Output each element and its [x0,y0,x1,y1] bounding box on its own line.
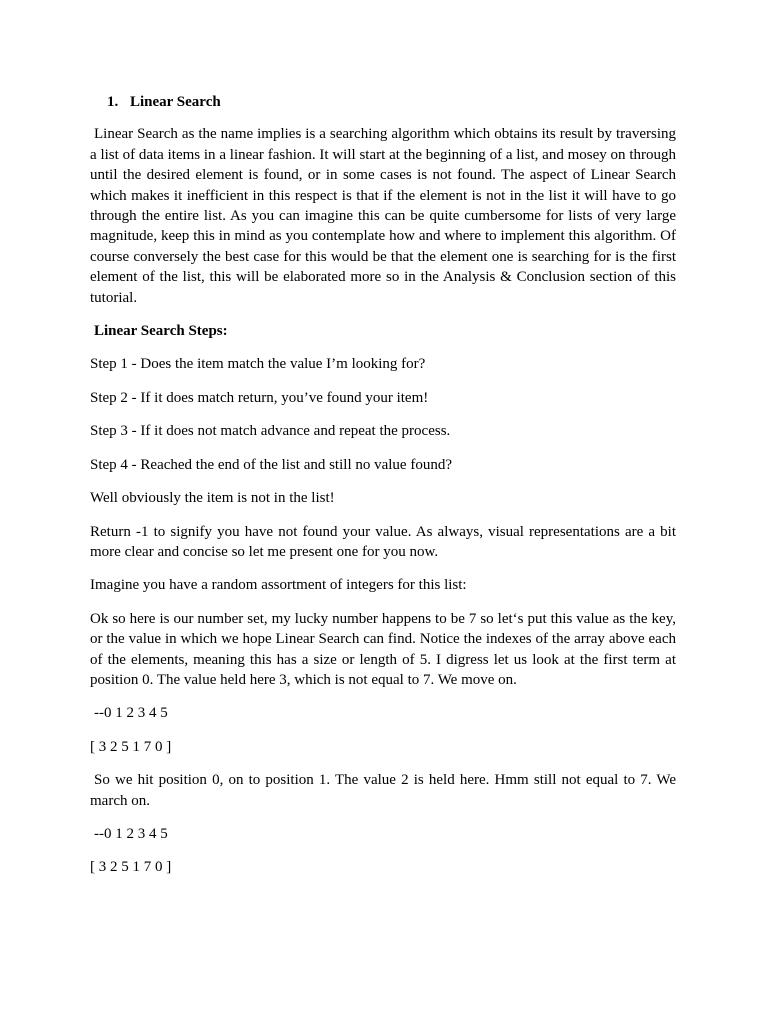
step-1: Step 1 - Does the item match the value I’m looking for? [90,356,426,373]
number-set-paragraph: Ok so here is our number set, my lucky number happens to be 7 so let‘s put this value as the key, or the value in which we hope Linear Search can find. Notice the indexes of the array above each of the elements, meaning this has a size or length of 5. I digress let us look at the first term at position 0. The value held here 3, which is not equal to 7. We move on. [90,610,676,688]
step-4: Step 4 - Reached the end of the list and still no value found? [90,456,452,473]
steps-heading: Linear Search Steps: [94,323,228,340]
position-paragraph: So we hit position 0, on to position 1. The value 2 is held here. Hmm still not equal to 7. We march on. [90,772,676,809]
imagine-text: Imagine you have a random assortment of integers for this list: [90,577,467,594]
document-page [90,92,676,891]
step-3: Step 3 - If it does not match advance and repeat the process. [90,423,451,440]
array-indexes: --0 1 2 3 4 5 [94,825,168,842]
intro-paragraph: Linear Search as the name implies is a searching algorithm which obtains its result by traversing a list of data items in a linear fashion. It will start at the beginning of a list, and mosey on through until the desired element is found, or in some cases is not found. The aspect of Linear Search which makes it inefficient in this respect is that if the element is not in the list it will have to go through the entire list. As you can imagine this can be quite cumbersome for lists of very large magnitude, keep this in mind as you contemplate how and where to implement this algorithm. Of course conversely the best case for this would be that the element one is searching for is the first element of the list, this will be elaborated more so in the Analysis & Conclusion section of this tutorial. [90,126,676,306]
section-heading [90,92,676,112]
not-in-list-text: Well obviously the item is not in the list! [90,490,335,507]
array-indexes: --0 1 2 3 4 5 [94,705,168,722]
step-2: Step 2 - If it does match return, you’ve found your item! [90,389,429,406]
section-title: Linear Search [130,94,221,110]
section-number: 1. [107,94,119,110]
array-values: [ 3 2 5 1 7 0 ] [90,738,172,755]
return-paragraph: Return -1 to signify you have not found your value. As always, visual representations are a bit more clear and concise so let me present one for you now. [90,523,676,560]
array-values: [ 3 2 5 1 7 0 ] [90,859,172,876]
